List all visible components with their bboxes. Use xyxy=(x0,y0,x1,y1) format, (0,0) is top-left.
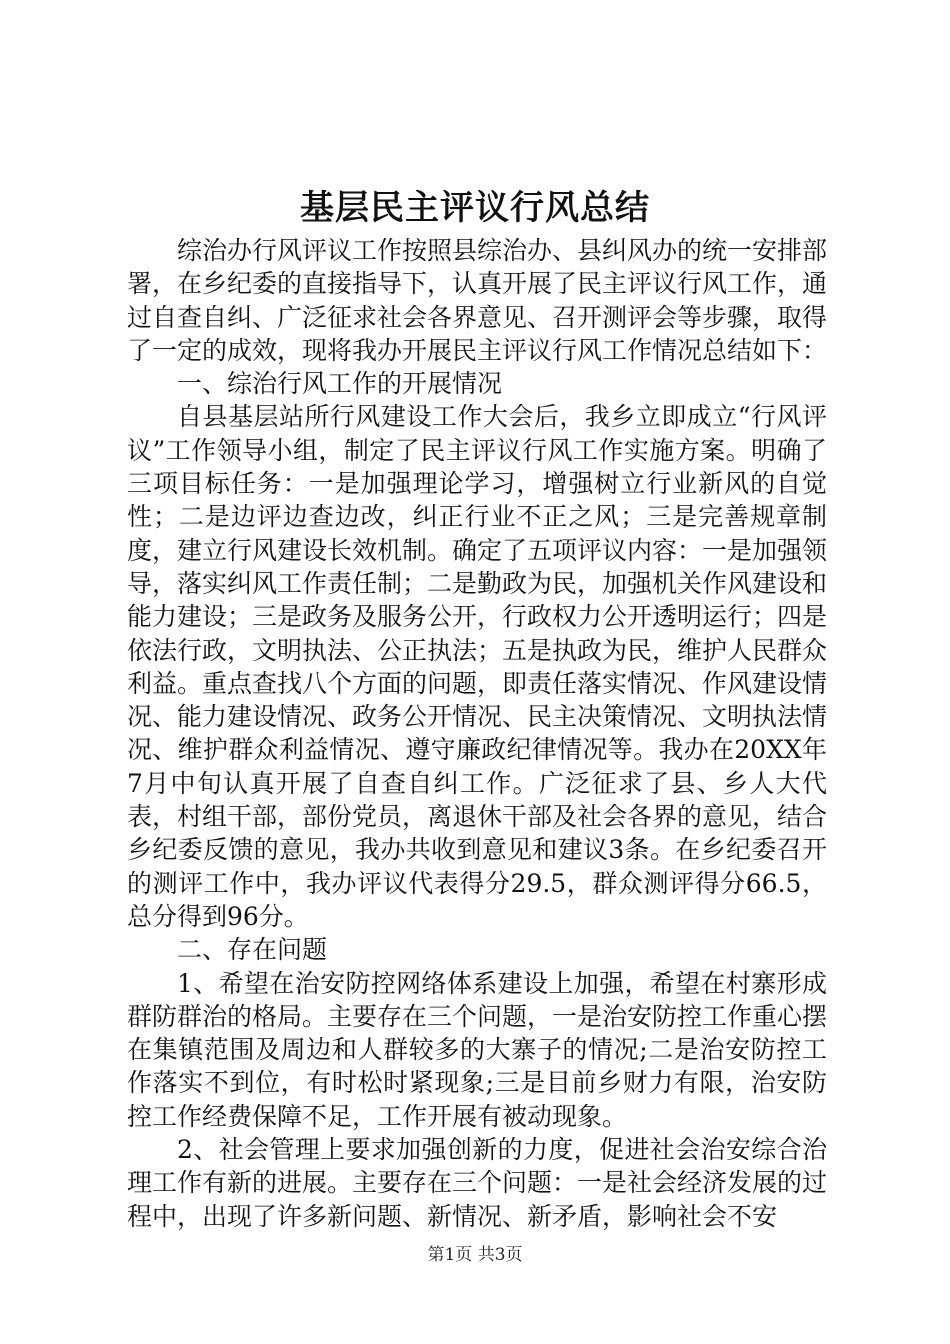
page-footer: 第1页 共3页 xyxy=(427,1245,523,1265)
intro-paragraph: 综治办行风评议工作按照县综治办、县纠风办的统一安排部署，在乡纪委的直接指导下，认真开展了民主评议行风工作，通过自查自纠、广泛征求社会各界意见、召开测评会等步骤，取得了一定的成效，现将我办开展民主评议行风工作情况总结如下： xyxy=(127,236,828,365)
section-heading-1: 一、综治行风工作的开展情况 xyxy=(177,369,503,399)
section-heading-2: 二、存在问题 xyxy=(177,935,328,965)
document-body xyxy=(127,234,827,1233)
problem-paragraph-1: 1、希望在治安防控网络体系建设上加强，希望在村寨形成群防群治的格局。主要存在三个问题，一是治安防控工作重心摆在集镇范围及周边和人群较多的大寨子的情况;二是治安防控工作落实不到位，有时松时紧现象;三是目前乡财力有限，治安防控工作经费保障不足，工作开展有被动现象。 xyxy=(127,968,828,1131)
section-1-paragraph: 自县基层站所行风建设工作大会后，我乡立即成立“行风评议”工作领导小组，制定了民主评议行风工作实施方案。明确了三项目标任务：一是加强理论学习，增强树立行业新风的自觉性；二是边评边查边改，纠正行业不正之风；三是完善规章制度，建立行风建设长效机制。确定了五项评议内容：一是加强领导，落实纠风工作责任制；二是勤政为民，加强机关作风建设和能力建设；三是政务及服务公开，行政权力公开透明运行；四是依法行政，文明执法、公正执法；五是执政为民，维护人民群众利益。重点查找八个方面的问题，即责任落实情况、作风建设情况、能力建设情况、政务公开情况、民主决策情况、文明执法情况、维护群众利益情况、遵守廉政纪律情况等。我办在20XX年7月中旬认真开展了自查自纠工作。广泛征求了县、乡人大代表，村组干部，部份党员，离退休干部及社会各界的意见，结合乡纪委反馈的意见，我办共收到意见和建议3条。在乡纪委召开的测评工作中，我办评议代表得分29.5，群众测评得分66.5，总分得到96分。 xyxy=(127,402,828,931)
document-title: 基层民主评议行风总结 xyxy=(300,188,650,228)
problem-paragraph-2: 2、社会管理上要求加强创新的力度，促进社会治安综合治理工作有新的进展。主要存在三个问题：一是社会经济发展的过程中，出现了许多新问题、新情况、新矛盾，影响社会不安 xyxy=(127,1135,828,1231)
